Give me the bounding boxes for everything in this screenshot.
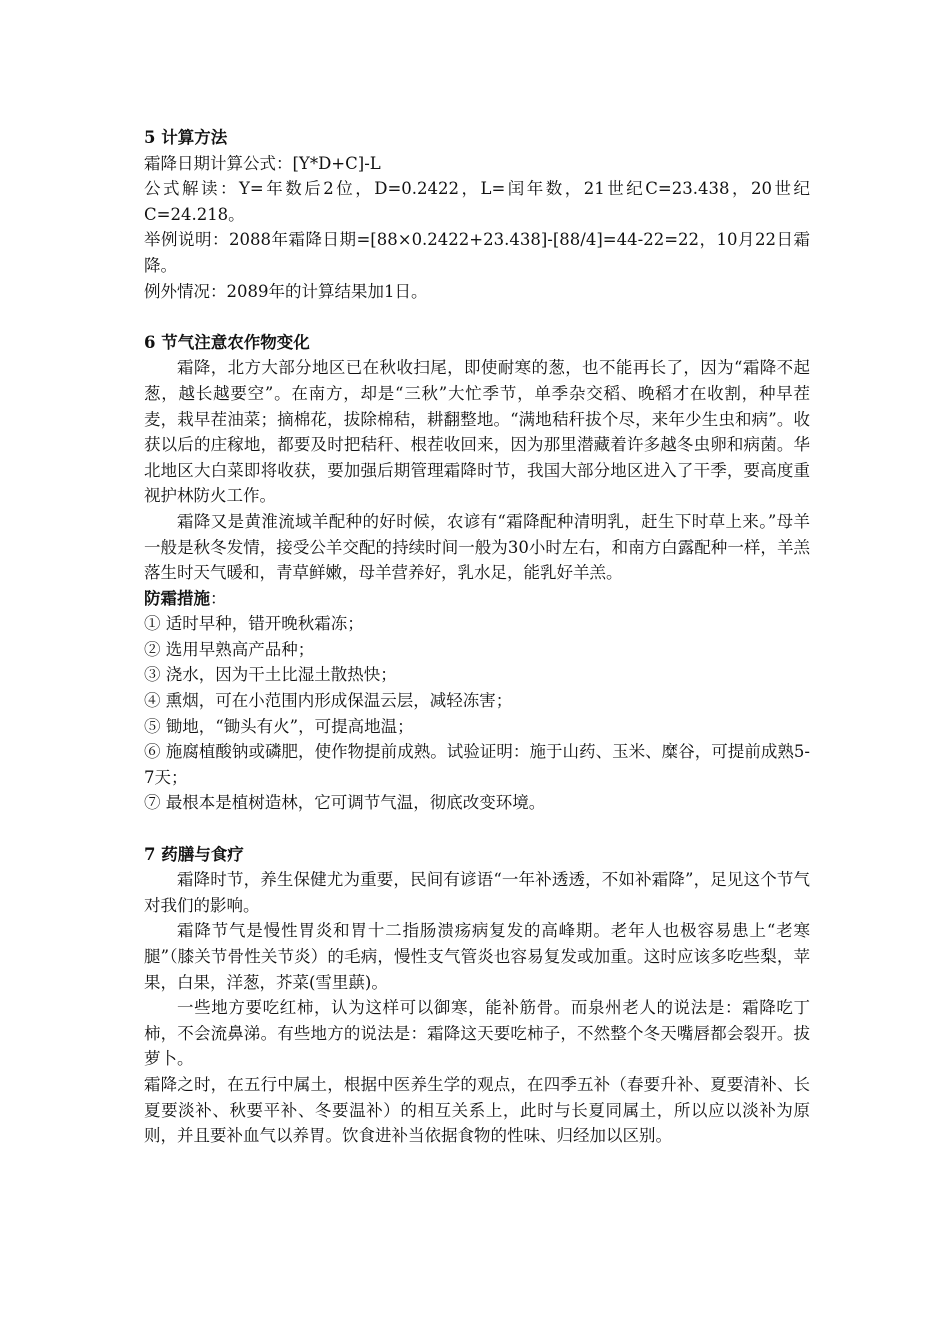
measure-item: ⑤ 锄地，“锄头有火”，可提高地温； bbox=[144, 716, 414, 736]
section-6-paragraph-1: 霜降，北方大部分地区已在秋收扫尾，即使耐寒的葱，也不能再长了，因为“霜降不起葱，越长越要空”。在南方，却是“三秋”大忙季节，单季杂交稻、晚稻才在收割，种早茬麦，栽早茬油菜；摘棉花，拔除棉秸，耕翻整地。“满地秸秆拔个尽，来年少生虫和病”。收获以后的庄稼地，都要及时把秸秆、根茬收回来，因为那里潜藏着许多越冬虫卵和病菌。华北地区大白菜即将收获，要加强后期管理霜降时节，我国大部分地区进入了干季，要高度重视护林防火工作。 bbox=[144, 358, 810, 506]
frost-measures-label: 防霜措施 bbox=[144, 588, 210, 608]
measure-item: ⑥ 施腐植酸钠或磷肥，使作物提前成熟。试验证明：施于山药、玉米、糜谷，可提前成熟5-7天； bbox=[144, 742, 810, 787]
section-7-heading: 7 药膳与食疗 bbox=[144, 844, 244, 864]
section-5-heading: 5 计算方法 bbox=[144, 128, 228, 147]
measure-item: ③ 浇水，因为干土比湿土散热快； bbox=[144, 665, 397, 685]
formula-explanation: 公式解读：Y=年数后2位，D=0.2422，L=闰年数，21世纪C=23.438，20世纪C=24.218。 bbox=[144, 179, 810, 224]
section-7-paragraph-3: 一些地方要吃红柿，认为这样可以御寒，能补筋骨。而泉州老人的说法是：霜降吃丁柿，不会流鼻涕。有些地方的说法是：霜降这天要吃柿子，不然整个冬天嘴唇都会裂开。拔萝卜。 bbox=[144, 998, 810, 1069]
formula-exception: 例外情况：2089年的计算结果加1日。 bbox=[144, 281, 428, 301]
measure-item: ⑦ 最根本是植树造林，它可调节气温，彻底改变环境。 bbox=[144, 793, 546, 813]
section-6-paragraph-2: 霜降又是黄淮流域羊配种的好时候，农谚有“霜降配种清明乳，赶生下时草上来。”母羊一般是秋冬发情，接受公羊交配的持续时间一般为30小时左右，和南方白露配种一样，羊羔落生时天气暖和，青草鲜嫩，母羊营养好，乳水足，能乳好羊羔。 bbox=[144, 511, 810, 583]
measure-item: ① 适时早种，错开晚秋霜冻； bbox=[144, 614, 364, 634]
section-7-paragraph-2: 霜降节气是慢性胃炎和胃十二指肠溃疡病复发的高峰期。老年人也极容易患上“老寒腿”（膝关节骨性关节炎）的毛病，慢性支气管炎也容易复发或加重。这时应该多吃些梨，苹果，白果，洋葱，芥菜(雪里蕻)。 bbox=[144, 921, 810, 992]
formula-line: 霜降日期计算公式：[Y*D+C]-L bbox=[144, 153, 381, 173]
section-6-heading: 6 节气注意农作物变化 bbox=[144, 332, 310, 352]
frost-measures-colon: ： bbox=[210, 588, 227, 608]
document-page bbox=[144, 125, 810, 1149]
section-7-paragraph-4: 霜降之时，在五行中属土，根据中医养生学的观点，在四季五补（春要升补、夏要清补、长夏要淡补、秋要平补、冬要温补）的相互关系上，此时与长夏同属土，所以应以淡补为原则，并且要补血气以养胃。饮食进补当依据食物的性味、归经加以区别。 bbox=[144, 1074, 810, 1146]
frost-measures-title bbox=[144, 586, 810, 612]
measure-item: ④ 熏烟，可在小范围内形成保温云层，减轻冻害； bbox=[144, 691, 513, 711]
formula-example: 举例说明：2088年霜降日期=[88×0.2422+23.438]-[88/4]=44-22=22，10月22日霜降。 bbox=[144, 230, 810, 275]
section-7-paragraph-1: 霜降时节，养生保健尤为重要，民间有谚语“一年补透透，不如补霜降”，足见这个节气对我们的影响。 bbox=[144, 870, 810, 915]
spacer bbox=[144, 816, 810, 842]
spacer bbox=[144, 304, 810, 330]
measure-item: ② 选用早熟高产品种； bbox=[144, 639, 315, 659]
